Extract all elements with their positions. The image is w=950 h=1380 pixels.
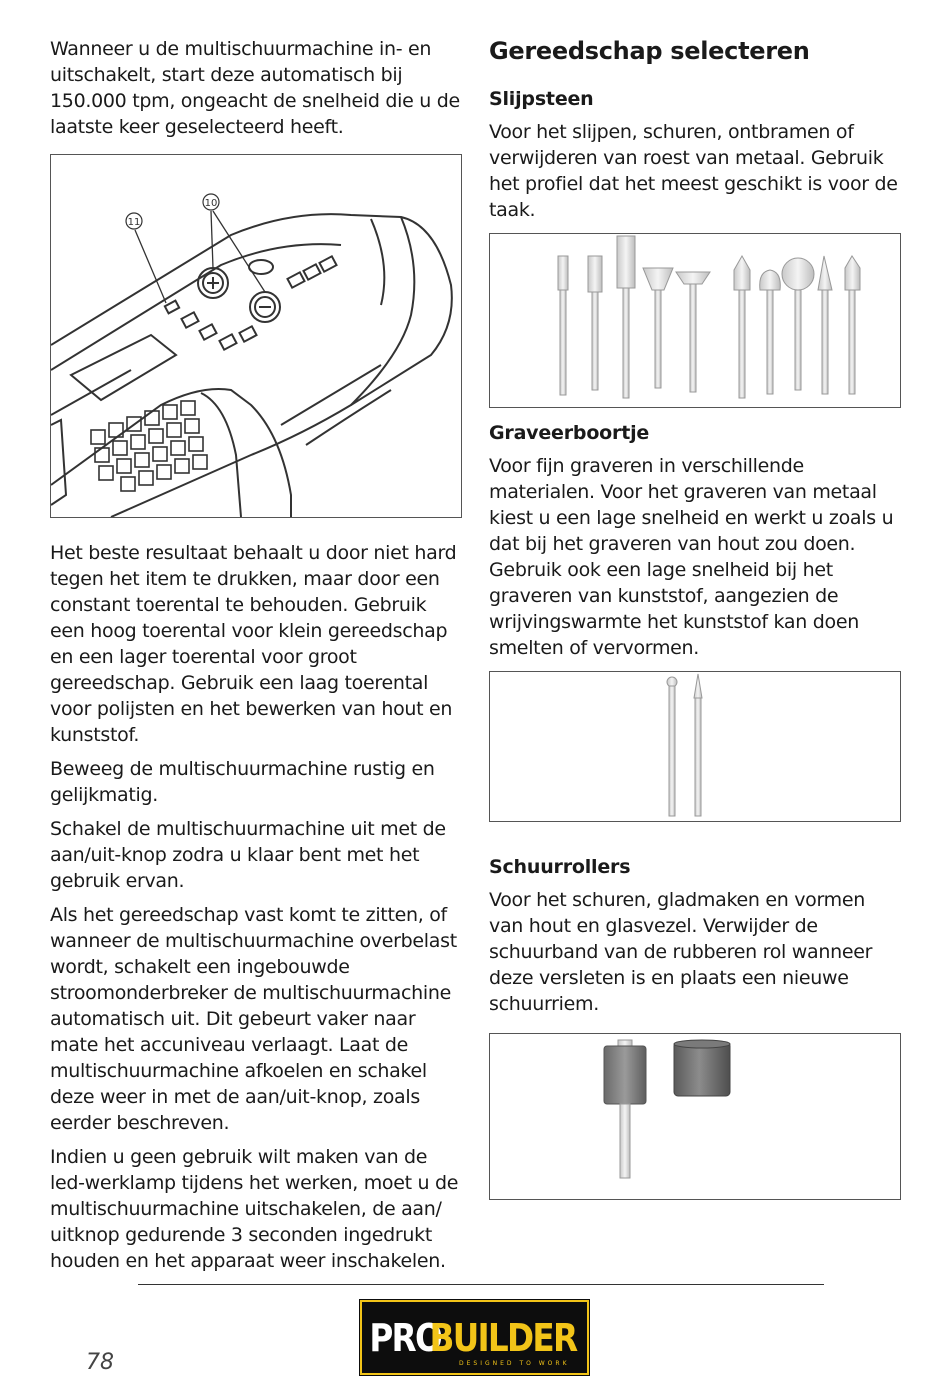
logo-tagline: DESIGNED TO WORK (459, 1360, 570, 1367)
slijpsteen-image (489, 233, 901, 408)
subheading-graveerboortje: Graveerboortje (489, 422, 650, 444)
paragraph: Indien u geen gebruik wilt maken van de led-werklamp tijdens het werken, moet u de multischuurmachine uitschakelen, de aan/ uitknop gedurende 3 seconden ingedrukt houden en het apparaat weer inschakelen. (50, 1146, 459, 1272)
graveerboortje-text: Voor fijn graveren in verschillende materialen. Voor het graveren van metaal kiest u een lage snelheid en werkt u zoals u dat bij het graveren van hout zou doen. Gebruik ook een lage snelheid bij het graveren van kunststof, aangezien de wrijvingswarmte het kunststof kan doen smelten of vervormen. (489, 455, 894, 659)
section-heading: Gereedschap selecteren (489, 37, 810, 65)
body-text (50, 540, 462, 1274)
paragraph: Beweeg de multischuurmachine rustig en gelijkmatig. (50, 758, 435, 806)
logo-builder: BUILDER (429, 1316, 577, 1361)
logo-pro: PRO (369, 1316, 442, 1361)
schuurrollers-text: Voor het schuren, gladmaken en vormen van hout en glasvezel. Verwijder de schuurband van de rubberen rol wanneer deze versleten is en plaats een nieuwe schuurriem. (489, 889, 873, 1015)
sanding-rollers-drawing (490, 1034, 900, 1199)
svg-text:10: 10 (204, 198, 218, 209)
paragraph: Het beste resultaat behaalt u door niet hard tegen het item te drukken, maar door een constant toerental te behouden. Gebruik een hoog toerental voor klein gereedschap en een lager toerental voor groot gereedschap. Gebruik een laag toerental voor polijsten en het bewerken van hout en kunststof. (50, 542, 457, 746)
subheading-slijpsteen: Slijpsteen (489, 88, 594, 110)
schuurrollers-image (489, 1033, 901, 1200)
grinding-stones-drawing (490, 234, 900, 407)
paragraph: Als het gereedschap vast komt te zitten, of wanneer de multischuurmachine overbelast wordt, schakelt een ingebouwde stroomonderbreker de multischuurmachine automatisch uit. Dit gebeurt vaker naar mate het accuniveau verlaagt. Laat de multischuurmachine afkoelen en schakel deze weer in met de aan/uit-knop, zoals eerder beschreven. (50, 904, 457, 1134)
left-column (50, 36, 462, 1274)
svg-text:11: 11 (127, 217, 141, 228)
subheading-schuurrollers: Schuurrollers (489, 856, 631, 878)
slijpsteen-text: Voor het slijpen, schuren, ontbramen of verwijderen van roest van metaal. Gebruik het profiel dat het meest geschikt is voor de taak. (489, 121, 898, 221)
intro-paragraph: Wanneer u de multischuurmachine in- en uitschakelt, start deze automatisch bij 150.000 tpm, ongeacht de snelheid die u de laatste keer geselecteerd heeft. (50, 38, 460, 138)
graveerboortje-image (489, 671, 901, 822)
logo-wordmark (359, 1299, 590, 1376)
page-number: 78 (86, 1350, 114, 1375)
tool-illustration (50, 154, 462, 518)
engraving-bits-drawing (490, 672, 900, 821)
probuilder-logo (359, 1299, 590, 1376)
paragraph: Schakel de multischuurmachine uit met de aan/uit-knop zodra u klaar bent met het gebruik ervan. (50, 818, 446, 892)
grinder-drawing (51, 155, 461, 517)
footer-divider (138, 1284, 824, 1285)
right-column (489, 36, 901, 1200)
